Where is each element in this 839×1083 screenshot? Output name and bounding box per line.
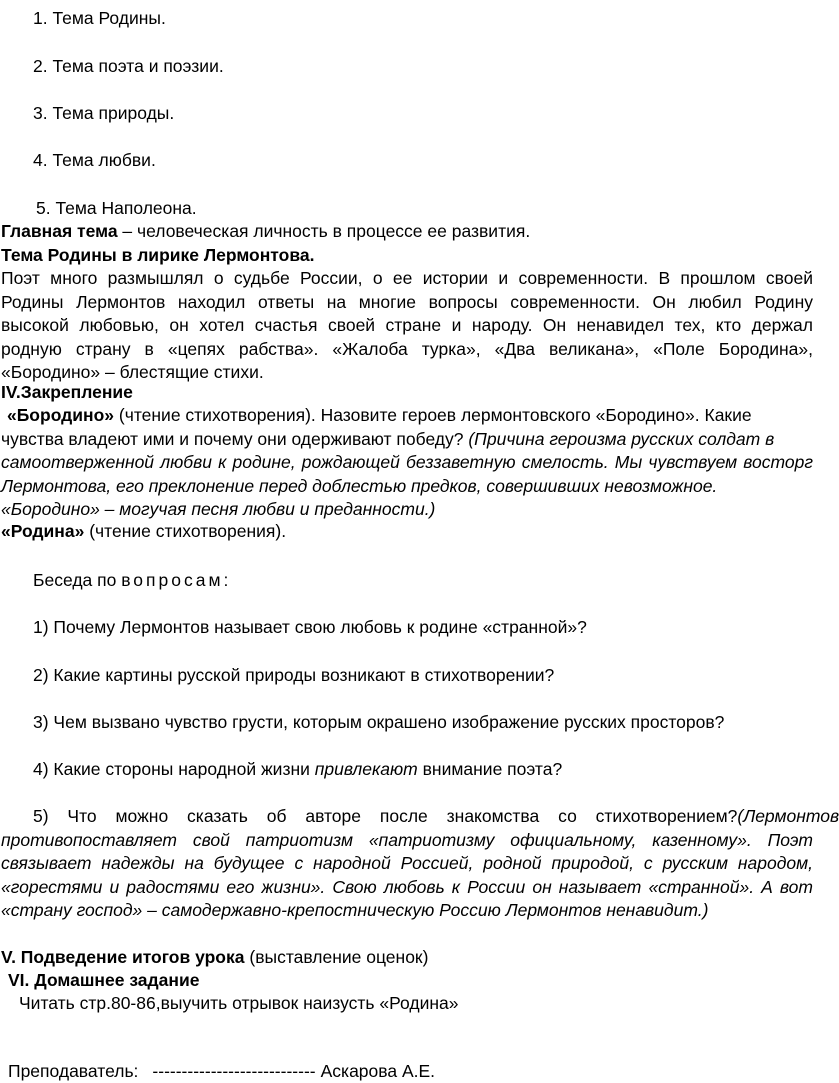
borodino-title: «Бородино» bbox=[7, 405, 115, 425]
rodina-title: «Родина» bbox=[1, 521, 85, 541]
section5-rest: (выставление оценок) bbox=[244, 947, 429, 967]
section-heading: Тема Родины в лирике Лермонтова. bbox=[1, 245, 315, 265]
topic-5: 5. Тема Наполеона. bbox=[36, 198, 197, 218]
teacher-label: Преподаватель: bbox=[8, 1061, 139, 1081]
section6-heading: VI. Домашнее задание bbox=[8, 970, 200, 990]
borodino-line-2 bbox=[1, 427, 774, 451]
topic-1: 1. Тема Родины. bbox=[33, 8, 166, 28]
section4-heading: IV.Закрепление bbox=[1, 382, 133, 402]
paragraph1-line-2: Родины Лермонтов находил ответы на многие вопросы современности. Он любил Родину bbox=[1, 292, 813, 312]
question-5 bbox=[33, 804, 839, 828]
topic-4: 4. Тема любви. bbox=[33, 150, 156, 170]
q5-plain: 5) Что можно сказать об авторе после знакомства со стихотворением? bbox=[33, 806, 738, 826]
homework-text: Читать стр.80-86,выучить отрывок наизусть «Родина» bbox=[19, 993, 459, 1013]
question-2: 2) Какие картины русской природы возникают в стихотворении? bbox=[33, 665, 555, 685]
q5-italic-line-4: «страну господ» – самодержавно-крепостническую Россию Лермонтов ненавидит.) bbox=[1, 900, 709, 920]
main-theme-line bbox=[1, 219, 530, 243]
question-4 bbox=[33, 757, 562, 781]
section5-line bbox=[1, 945, 428, 969]
discussion-spaced: вопросам: bbox=[121, 570, 232, 590]
topic-3: 3. Тема природы. bbox=[33, 103, 175, 123]
borodino-italic-line-3: «Бородино» – могучая песня любви и преданности.) bbox=[1, 499, 436, 519]
q5-italic-start: (Лермонтов bbox=[737, 806, 839, 826]
teacher-name: Аскарова А.Е. bbox=[320, 1061, 436, 1081]
main-theme-label: Главная тема bbox=[1, 221, 118, 241]
topic-2: 2. Тема поэта и поэзии. bbox=[33, 56, 224, 76]
q4-before: 4) Какие стороны народной жизни bbox=[33, 759, 315, 779]
q5-italic-line-1: противопоставляет свой патриотизм «патриотизму официальному, казенному». Поэт bbox=[1, 830, 813, 850]
borodino-line2-plain: чувства владеют ими и почему они одерживают победу? bbox=[1, 429, 469, 449]
q5-italic-line-2: связывает надежды на будущее с народной Россией, родной природой, с русским народом, bbox=[1, 853, 813, 873]
teacher-line bbox=[8, 1059, 435, 1083]
borodino-line-1 bbox=[7, 403, 752, 427]
borodino-italic-line-1: самоотверженной любви к родине, рождающей беззаветную смелость. Мы чувствуем восторг bbox=[1, 452, 813, 472]
question-3: 3) Чем вызвано чувство грусти, которым окрашено изображение русских просторов? bbox=[33, 712, 725, 732]
teacher-dashes: ---------------------------- bbox=[152, 1061, 316, 1081]
borodino-line2-italic: (Причина героизма русских солдат в bbox=[468, 429, 775, 449]
discussion-heading bbox=[33, 568, 231, 592]
paragraph1-line-1: Поэт много размышлял о судьбе России, о ее истории и современности. В прошлом своей bbox=[1, 268, 813, 288]
section5-heading: V. Подведение итогов урока bbox=[1, 947, 245, 967]
rodina-rest: (чтение стихотворения). bbox=[84, 521, 287, 541]
main-theme-text: – человеческая личность в процессе ее развития. bbox=[117, 221, 531, 241]
paragraph1-line-4: родную страну в «цепях рабства». «Жалоба турка», «Два великана», «Поле Бородина», bbox=[1, 339, 813, 359]
paragraph1-line-5: «Бородино» – блестящие стихи. bbox=[1, 362, 264, 382]
paragraph1-line-3: высокой любовью, он хотел счастья своей стране и народу. Он ненавидел тех, кто держал bbox=[1, 315, 813, 335]
q4-italic: привлекают bbox=[314, 759, 418, 779]
discussion-prefix: Беседа по bbox=[33, 570, 122, 590]
question-1: 1) Почему Лермонтов называет свою любовь к родине «странной»? bbox=[33, 617, 587, 637]
q5-italic-line-3: «горестями и радостями его жизни». Свою любовь к России он называет «странной». А вот bbox=[1, 877, 813, 897]
rodina-line bbox=[1, 519, 286, 543]
borodino-italic-line-2: Лермонтова, его преклонение перед доблестью предков, совершивших невозможное. bbox=[1, 476, 718, 496]
q4-after: внимание поэта? bbox=[417, 759, 563, 779]
borodino-line1-rest: (чтение стихотворения). Назовите героев лермонтовского «Бородино». Какие bbox=[114, 405, 752, 425]
